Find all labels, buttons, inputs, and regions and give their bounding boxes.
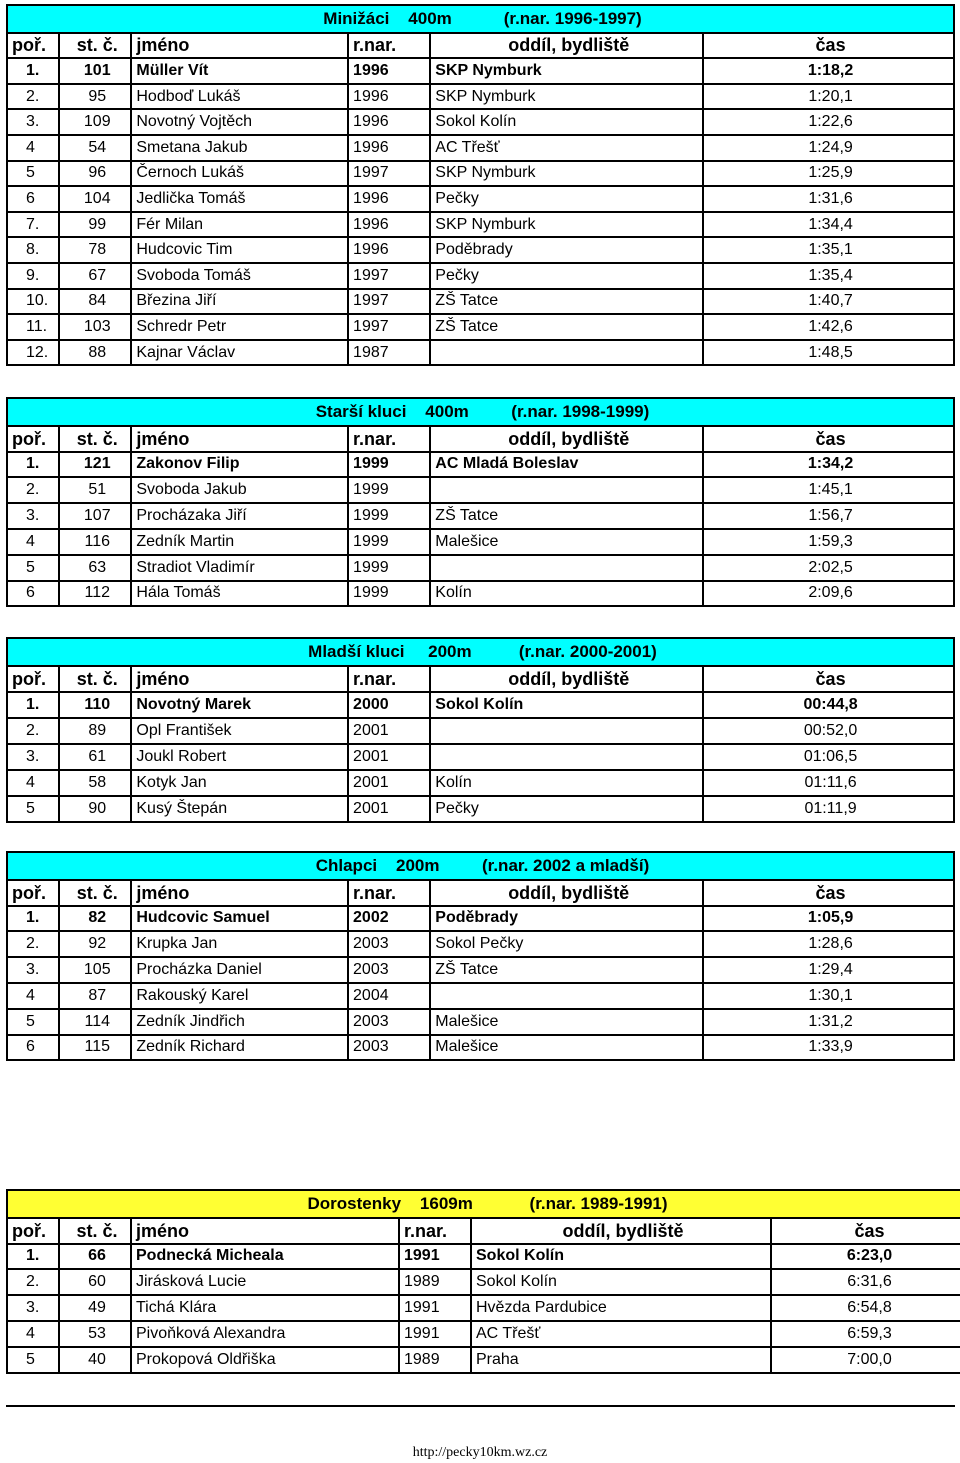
result-row	[7, 263, 954, 289]
position-cell: 1.	[7, 452, 59, 478]
birth-year-cell: 1999	[348, 555, 430, 581]
name-cell: Fér Milan	[131, 212, 348, 238]
start-number-cell: 40	[59, 1347, 131, 1373]
birth-year-cell: 1999	[348, 529, 430, 555]
start-number-cell: 105	[59, 957, 131, 983]
name-cell: Novotný Vojtěch	[131, 109, 348, 135]
position-cell: 10.	[7, 289, 59, 315]
club-cell	[430, 340, 703, 366]
category-title	[7, 5, 954, 33]
club-cell: Poděbrady	[430, 906, 703, 932]
start-number-cell: 109	[59, 109, 131, 135]
position-cell: 1.	[7, 692, 59, 718]
birth-year-cell: 2003	[348, 1035, 430, 1061]
result-row	[7, 1269, 960, 1295]
name-cell: Jirásková Lucie	[131, 1269, 399, 1295]
time-cell: 1:30,1	[703, 983, 954, 1009]
result-row	[7, 452, 954, 478]
name-cell: Müller Vít	[131, 58, 348, 84]
result-row	[7, 340, 954, 366]
club-cell: Pečky	[430, 186, 703, 212]
start-number-cell: 101	[59, 58, 131, 84]
result-row	[7, 957, 954, 983]
col-header-birth-year: r.nar.	[399, 1218, 471, 1244]
name-cell: Kusý Štepán	[131, 796, 348, 822]
position-cell: 4	[7, 983, 59, 1009]
time-cell: 1:05,9	[703, 906, 954, 932]
col-header-start-number: st. č.	[59, 426, 131, 452]
time-cell: 1:48,5	[703, 340, 954, 366]
col-header-name: jméno	[131, 426, 348, 452]
result-row	[7, 58, 954, 84]
club-cell: Malešice	[430, 1009, 703, 1035]
position-cell: 4	[7, 770, 59, 796]
club-cell: Malešice	[430, 1035, 703, 1061]
birth-year-cell: 1987	[348, 340, 430, 366]
column-header-row	[7, 666, 954, 692]
name-cell: Krupka Jan	[131, 931, 348, 957]
time-cell: 01:06,5	[703, 744, 954, 770]
time-cell: 1:28,6	[703, 931, 954, 957]
name-cell: Hudcovic Samuel	[131, 906, 348, 932]
name-cell: Opl František	[131, 718, 348, 744]
birth-year-cell: 1997	[348, 314, 430, 340]
birth-year-cell: 1997	[348, 161, 430, 187]
name-cell: Stradiot Vladimír	[131, 555, 348, 581]
position-cell: 1.	[7, 58, 59, 84]
start-number-cell: 54	[59, 135, 131, 161]
start-number-cell: 112	[59, 581, 131, 607]
position-cell: 3.	[7, 503, 59, 529]
start-number-cell: 90	[59, 796, 131, 822]
col-header-start-number: st. č.	[59, 880, 131, 906]
position-cell: 2.	[7, 84, 59, 110]
result-row	[7, 503, 954, 529]
position-cell: 5	[7, 161, 59, 187]
result-row	[7, 555, 954, 581]
name-cell: Březina Jiří	[131, 289, 348, 315]
time-cell: 6:54,8	[771, 1295, 960, 1321]
category-title-text: Chlapci 200m (r.nar. 2002 a mladší)	[315, 855, 650, 875]
col-header-birth-year: r.nar.	[348, 33, 430, 59]
club-cell	[430, 983, 703, 1009]
time-cell: 2:02,5	[703, 555, 954, 581]
result-row	[7, 1295, 960, 1321]
footer-url[interactable]: http://pecky10km.wz.cz	[412, 1445, 548, 1460]
category-title	[7, 852, 954, 880]
name-cell: Zedník Jindřich	[131, 1009, 348, 1035]
results-table	[6, 397, 955, 607]
col-header-position: poř.	[7, 1218, 59, 1244]
club-cell: Poděbrady	[430, 237, 703, 263]
position-cell: 3.	[7, 744, 59, 770]
col-header-time: čas	[703, 666, 954, 692]
position-cell: 5	[7, 1347, 59, 1373]
name-cell: Joukl Robert	[131, 744, 348, 770]
club-cell: SKP Nymburk	[430, 161, 703, 187]
category-title-row	[7, 398, 954, 426]
results-table	[6, 637, 955, 823]
start-number-cell: 78	[59, 237, 131, 263]
club-cell: Sokol Kolín	[430, 109, 703, 135]
start-number-cell: 110	[59, 692, 131, 718]
time-cell: 01:11,9	[703, 796, 954, 822]
position-cell: 8.	[7, 237, 59, 263]
birth-year-cell: 1997	[348, 263, 430, 289]
time-cell: 6:31,6	[771, 1269, 960, 1295]
result-row	[7, 581, 954, 607]
birth-year-cell: 2003	[348, 931, 430, 957]
position-cell: 7.	[7, 212, 59, 238]
club-cell: ZŠ Tatce	[430, 314, 703, 340]
name-cell: Hála Tomáš	[131, 581, 348, 607]
name-cell: Novotný Marek	[131, 692, 348, 718]
position-cell: 1.	[7, 1244, 59, 1270]
club-cell: AC Třešť	[430, 135, 703, 161]
result-row	[7, 212, 954, 238]
start-number-cell: 63	[59, 555, 131, 581]
start-number-cell: 89	[59, 718, 131, 744]
col-header-name: jméno	[131, 666, 348, 692]
start-number-cell: 114	[59, 1009, 131, 1035]
name-cell: Hudcovic Tim	[131, 237, 348, 263]
birth-year-cell: 1996	[348, 135, 430, 161]
result-row	[7, 109, 954, 135]
result-row	[7, 186, 954, 212]
col-header-club: oddíl, bydliště	[430, 426, 703, 452]
start-number-cell: 96	[59, 161, 131, 187]
result-row	[7, 1009, 954, 1035]
birth-year-cell: 2003	[348, 957, 430, 983]
col-header-time: čas	[703, 880, 954, 906]
category-title	[7, 638, 954, 666]
category-title-text: Dorostenky 1609m (r.nar. 1989-1991)	[307, 1193, 668, 1213]
position-cell: 2.	[7, 477, 59, 503]
start-number-cell: 84	[59, 289, 131, 315]
position-cell: 4	[7, 1321, 59, 1347]
birth-year-cell: 2001	[348, 718, 430, 744]
category-title	[7, 1190, 960, 1218]
position-cell: 3.	[7, 109, 59, 135]
category-title-text: Minižáci 400m (r.nar. 1996-1997)	[323, 8, 642, 28]
col-header-name: jméno	[131, 1218, 399, 1244]
result-row	[7, 314, 954, 340]
start-number-cell: 88	[59, 340, 131, 366]
club-cell: AC Třešť	[471, 1321, 771, 1347]
start-number-cell: 95	[59, 84, 131, 110]
col-header-position: poř.	[7, 666, 59, 692]
category-title-row	[7, 638, 954, 666]
result-row	[7, 1321, 960, 1347]
time-cell: 1:18,2	[703, 58, 954, 84]
time-cell: 01:11,6	[703, 770, 954, 796]
birth-year-cell: 1996	[348, 186, 430, 212]
time-cell: 2:09,6	[703, 581, 954, 607]
time-cell: 00:52,0	[703, 718, 954, 744]
col-header-position: poř.	[7, 426, 59, 452]
birth-year-cell: 1999	[348, 452, 430, 478]
col-header-birth-year: r.nar.	[348, 666, 430, 692]
position-cell: 4	[7, 529, 59, 555]
category-title-text: Starší kluci 400m (r.nar. 1998-1999)	[315, 401, 650, 421]
position-cell: 5	[7, 1009, 59, 1035]
start-number-cell: 66	[59, 1244, 131, 1270]
club-cell	[430, 555, 703, 581]
start-number-cell: 104	[59, 186, 131, 212]
name-cell: Jedlička Tomáš	[131, 186, 348, 212]
category-title-row	[7, 1190, 960, 1218]
start-number-cell: 116	[59, 529, 131, 555]
result-row	[7, 718, 954, 744]
club-cell: AC Mladá Boleslav	[430, 452, 703, 478]
start-number-cell: 61	[59, 744, 131, 770]
col-header-name: jméno	[131, 33, 348, 59]
start-number-cell: 51	[59, 477, 131, 503]
birth-year-cell: 2000	[348, 692, 430, 718]
col-header-start-number: st. č.	[59, 1218, 131, 1244]
time-cell: 7:00,0	[771, 1347, 960, 1373]
result-row	[7, 1347, 960, 1373]
name-cell: Svoboda Jakub	[131, 477, 348, 503]
name-cell: Černoch Lukáš	[131, 161, 348, 187]
result-row	[7, 931, 954, 957]
time-cell: 1:35,4	[703, 263, 954, 289]
name-cell: Zedník Martin	[131, 529, 348, 555]
result-row	[7, 1035, 954, 1061]
birth-year-cell: 2004	[348, 983, 430, 1009]
club-cell: Pečky	[430, 796, 703, 822]
time-cell: 1:42,6	[703, 314, 954, 340]
birth-year-cell: 1999	[348, 477, 430, 503]
birth-year-cell: 2001	[348, 796, 430, 822]
start-number-cell: 121	[59, 452, 131, 478]
birth-year-cell: 1996	[348, 84, 430, 110]
result-row	[7, 135, 954, 161]
position-cell: 11.	[7, 314, 59, 340]
time-cell: 1:31,6	[703, 186, 954, 212]
birth-year-cell: 1999	[348, 503, 430, 529]
name-cell: Procházaka Jiří	[131, 503, 348, 529]
col-header-time: čas	[703, 33, 954, 59]
time-cell: 1:33,9	[703, 1035, 954, 1061]
name-cell: Kotyk Jan	[131, 770, 348, 796]
col-header-position: poř.	[7, 33, 59, 59]
start-number-cell: 103	[59, 314, 131, 340]
start-number-cell: 87	[59, 983, 131, 1009]
club-cell: ZŠ Tatce	[430, 957, 703, 983]
club-cell: Hvězda Pardubice	[471, 1295, 771, 1321]
time-cell: 1:29,4	[703, 957, 954, 983]
club-cell: Sokol Kolín	[430, 692, 703, 718]
birth-year-cell: 1989	[399, 1347, 471, 1373]
result-row	[7, 770, 954, 796]
time-cell: 1:40,7	[703, 289, 954, 315]
club-cell: Kolín	[430, 770, 703, 796]
col-header-birth-year: r.nar.	[348, 426, 430, 452]
start-number-cell: 107	[59, 503, 131, 529]
birth-year-cell: 1996	[348, 109, 430, 135]
result-row	[7, 289, 954, 315]
col-header-club: oddíl, bydliště	[430, 666, 703, 692]
col-header-start-number: st. č.	[59, 666, 131, 692]
time-cell: 1:34,4	[703, 212, 954, 238]
col-header-position: poř.	[7, 880, 59, 906]
birth-year-cell: 1991	[399, 1321, 471, 1347]
name-cell: Hodboď Lukáš	[131, 84, 348, 110]
position-cell: 5	[7, 555, 59, 581]
col-header-club: oddíl, bydliště	[430, 880, 703, 906]
birth-year-cell: 1996	[348, 58, 430, 84]
name-cell: Kajnar Václav	[131, 340, 348, 366]
name-cell: Zedník Richard	[131, 1035, 348, 1061]
club-cell: Kolín	[430, 581, 703, 607]
position-cell: 2.	[7, 1269, 59, 1295]
birth-year-cell: 2001	[348, 744, 430, 770]
club-cell: SKP Nymburk	[430, 212, 703, 238]
club-cell: Malešice	[430, 529, 703, 555]
name-cell: Pivoňková Alexandra	[131, 1321, 399, 1347]
column-header-row	[7, 426, 954, 452]
start-number-cell: 99	[59, 212, 131, 238]
club-cell: SKP Nymburk	[430, 84, 703, 110]
time-cell: 6:23,0	[771, 1244, 960, 1270]
start-number-cell: 58	[59, 770, 131, 796]
column-header-row	[7, 1218, 960, 1244]
club-cell: Sokol Pečky	[430, 931, 703, 957]
position-cell: 6	[7, 581, 59, 607]
result-row	[7, 796, 954, 822]
result-row	[7, 983, 954, 1009]
col-header-name: jméno	[131, 880, 348, 906]
time-cell: 1:45,1	[703, 477, 954, 503]
position-cell: 2.	[7, 718, 59, 744]
result-row	[7, 84, 954, 110]
col-header-time: čas	[771, 1218, 960, 1244]
start-number-cell: 92	[59, 931, 131, 957]
start-number-cell: 49	[59, 1295, 131, 1321]
col-header-time: čas	[703, 426, 954, 452]
time-cell: 1:59,3	[703, 529, 954, 555]
birth-year-cell: 2003	[348, 1009, 430, 1035]
time-cell: 1:20,1	[703, 84, 954, 110]
result-row	[7, 161, 954, 187]
birth-year-cell: 1991	[399, 1295, 471, 1321]
category-title-row	[7, 852, 954, 880]
time-cell: 6:59,3	[771, 1321, 960, 1347]
column-header-row	[7, 33, 954, 59]
results-table	[6, 4, 955, 366]
result-row	[7, 906, 954, 932]
time-cell: 1:22,6	[703, 109, 954, 135]
club-cell: ZŠ Tatce	[430, 289, 703, 315]
category-title-row	[7, 5, 954, 33]
footer-divider	[6, 1405, 955, 1407]
start-number-cell: 82	[59, 906, 131, 932]
position-cell: 9.	[7, 263, 59, 289]
club-cell	[430, 477, 703, 503]
position-cell: 12.	[7, 340, 59, 366]
birth-year-cell: 1999	[348, 581, 430, 607]
result-row	[7, 744, 954, 770]
club-cell: ZŠ Tatce	[430, 503, 703, 529]
club-cell: Pečky	[430, 263, 703, 289]
birth-year-cell: 1997	[348, 289, 430, 315]
club-cell	[430, 744, 703, 770]
time-cell: 1:25,9	[703, 161, 954, 187]
start-number-cell: 53	[59, 1321, 131, 1347]
position-cell: 5	[7, 796, 59, 822]
name-cell: Schredr Petr	[131, 314, 348, 340]
start-number-cell: 115	[59, 1035, 131, 1061]
category-title-text: Mladší kluci 200m (r.nar. 2000-2001)	[308, 642, 657, 661]
start-number-cell: 67	[59, 263, 131, 289]
col-header-club: oddíl, bydliště	[471, 1218, 771, 1244]
results-table	[6, 851, 955, 1061]
result-row	[7, 477, 954, 503]
birth-year-cell: 2002	[348, 906, 430, 932]
time-cell: 1:56,7	[703, 503, 954, 529]
col-header-start-number: st. č.	[59, 33, 131, 59]
position-cell: 6	[7, 186, 59, 212]
time-cell: 1:35,1	[703, 237, 954, 263]
club-cell: Praha	[471, 1347, 771, 1373]
position-cell: 6	[7, 1035, 59, 1061]
position-cell: 1.	[7, 906, 59, 932]
club-cell	[430, 718, 703, 744]
time-cell: 00:44,8	[703, 692, 954, 718]
position-cell: 3.	[7, 957, 59, 983]
name-cell: Tichá Klára	[131, 1295, 399, 1321]
club-cell: Sokol Kolín	[471, 1244, 771, 1270]
birth-year-cell: 2001	[348, 770, 430, 796]
time-cell: 1:34,2	[703, 452, 954, 478]
birth-year-cell: 1996	[348, 237, 430, 263]
position-cell: 3.	[7, 1295, 59, 1321]
result-row	[7, 692, 954, 718]
category-title	[7, 398, 954, 426]
result-row	[7, 1244, 960, 1270]
results-table	[6, 1189, 960, 1374]
name-cell: Procházka Daniel	[131, 957, 348, 983]
birth-year-cell: 1989	[399, 1269, 471, 1295]
time-cell: 1:24,9	[703, 135, 954, 161]
time-cell: 1:31,2	[703, 1009, 954, 1035]
name-cell: Zakonov Filip	[131, 452, 348, 478]
result-row	[7, 529, 954, 555]
club-cell: Sokol Kolín	[471, 1269, 771, 1295]
name-cell: Rakouský Karel	[131, 983, 348, 1009]
name-cell: Smetana Jakub	[131, 135, 348, 161]
club-cell: SKP Nymburk	[430, 58, 703, 84]
name-cell: Podnecká Micheala	[131, 1244, 399, 1270]
result-row	[7, 237, 954, 263]
name-cell: Svoboda Tomáš	[131, 263, 348, 289]
position-cell: 2.	[7, 931, 59, 957]
position-cell: 4	[7, 135, 59, 161]
column-header-row	[7, 880, 954, 906]
name-cell: Prokopová Oldřiška	[131, 1347, 399, 1373]
birth-year-cell: 1996	[348, 212, 430, 238]
col-header-club: oddíl, bydliště	[430, 33, 703, 59]
col-header-birth-year: r.nar.	[348, 880, 430, 906]
birth-year-cell: 1991	[399, 1244, 471, 1270]
start-number-cell: 60	[59, 1269, 131, 1295]
